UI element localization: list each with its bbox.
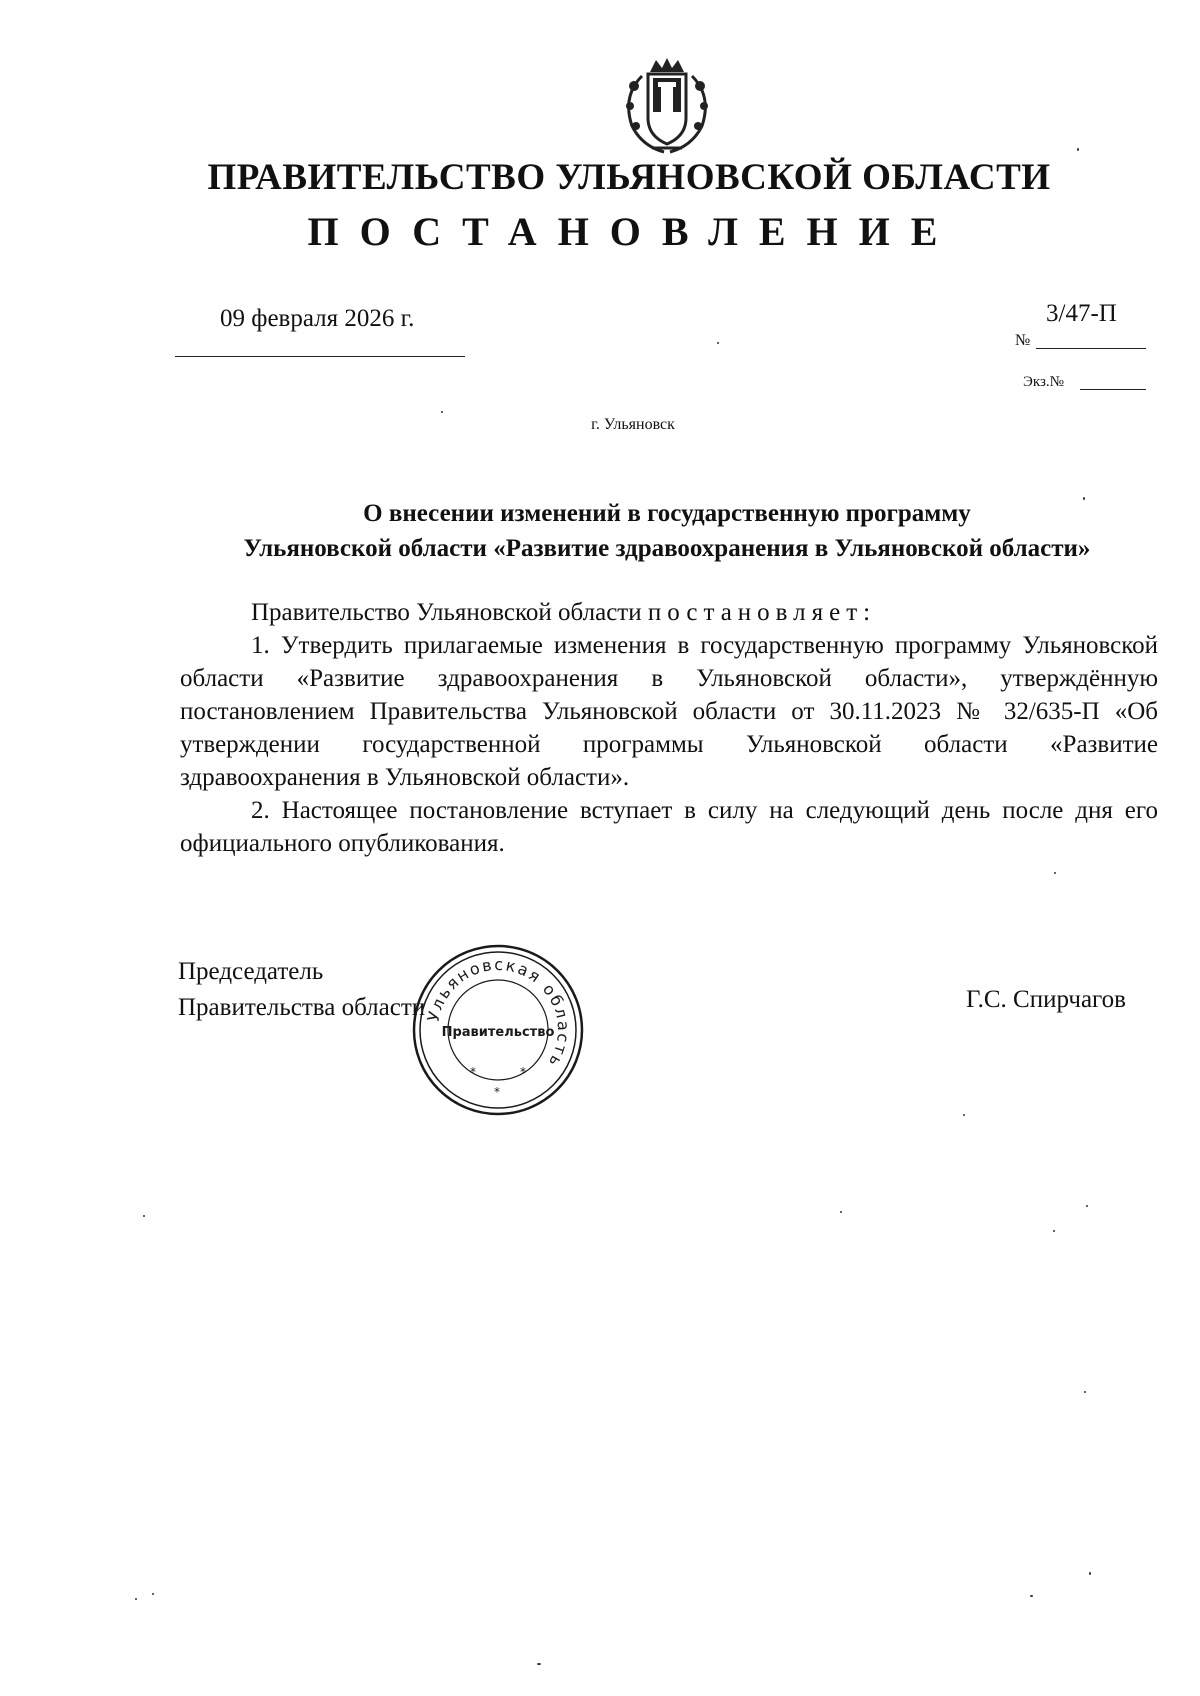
- scan-speck: [840, 1211, 842, 1213]
- scan-speck: [441, 411, 443, 413]
- scan-speck: [717, 342, 719, 344]
- document-date: 09 февраля 2026 г.: [220, 305, 415, 332]
- number-label: №: [1015, 332, 1031, 349]
- svg-text:Ульяновская область: Ульяновская область: [423, 954, 574, 1072]
- signatory-position: [178, 954, 425, 1026]
- signatory-name: Г.С. Спирчагов: [966, 986, 1126, 1013]
- preamble-spaced-word: постановляет: [647, 599, 864, 626]
- scan-speck: [135, 1598, 137, 1600]
- document-body: [180, 596, 1158, 860]
- scan-speck: [1054, 872, 1056, 874]
- copy-number-label: Экз.№: [1023, 374, 1064, 390]
- document-number: 3/47-П: [1046, 300, 1117, 327]
- clause-2: 2. Настоящее постановление вступает в силу на следующий день после дня его официального опубликования.: [180, 797, 1158, 857]
- number-underline: [1036, 348, 1146, 349]
- city: г. Ульяновск: [591, 416, 675, 433]
- scan-speck: [1086, 1205, 1088, 1207]
- svg-text:Правительство: Правительство: [441, 1025, 555, 1040]
- position-line-1: Председатель: [178, 958, 324, 985]
- coat-of-arms-icon: [612, 56, 722, 158]
- scan-speck: [1077, 148, 1079, 151]
- scan-speck: [1053, 1230, 1055, 1232]
- position-line-2: Правительства области: [178, 994, 426, 1021]
- svg-text:*: *: [494, 1085, 500, 1099]
- government-name: ПРАВИТЕЛЬСТВО УЛЬЯНОВСКОЙ ОБЛАСТИ: [207, 157, 1051, 198]
- subject-line-2: Ульяновской области «Развитие здравоохранения в Ульяновской области»: [243, 535, 1091, 562]
- svg-text:*: *: [520, 1065, 526, 1079]
- scan-speck: [1089, 1572, 1091, 1575]
- document-type-title: ПОСТАНОВЛЕНИЕ: [307, 209, 959, 254]
- scan-speck: [143, 1215, 145, 1217]
- document-subject: [176, 496, 1158, 566]
- scan-speck: [963, 1114, 965, 1116]
- preamble-start: Правительство Ульяновской области: [251, 599, 648, 626]
- svg-text:*: *: [470, 1065, 476, 1079]
- scan-speck: [1083, 497, 1085, 500]
- scan-speck: [1084, 1391, 1086, 1393]
- preamble: [180, 596, 1158, 629]
- subject-line-1: О внесении изменений в государственную программу: [363, 500, 971, 527]
- preamble-end: :: [863, 599, 871, 626]
- scan-speck: [537, 1663, 541, 1665]
- copy-number-underline: [1080, 389, 1146, 390]
- date-underline: [175, 356, 465, 357]
- clause-1: 1. Утвердить прилагаемые изменения в государственную программу Ульяновской области «Развитие здравоохранения в Ульяновской области», утверждённую постановлением Правительства Ульяновской области от 30.11.2023 № 32/635-П «Об утверждении государственной программы Ульяновской области «Развитие здравоохранения в Ульяновской области».: [180, 632, 1158, 791]
- scan-speck: [1030, 1595, 1033, 1597]
- scan-speck: [152, 1593, 154, 1595]
- official-stamp: [408, 940, 588, 1120]
